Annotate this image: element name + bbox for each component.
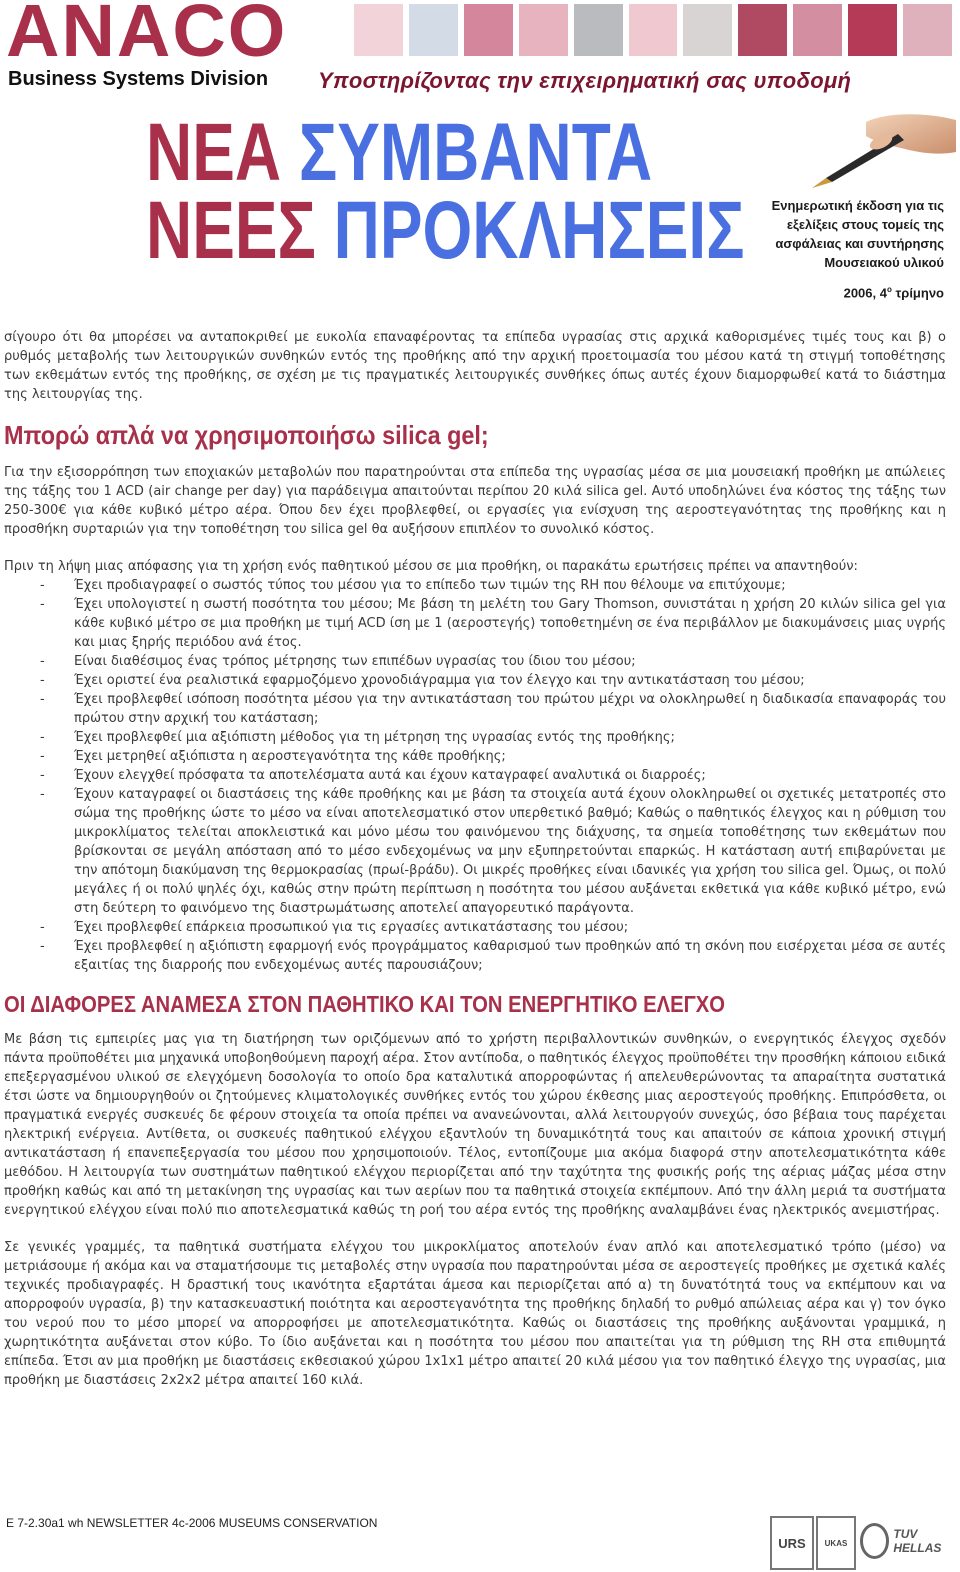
tagline: Υποστηρίζοντας την επιχειρηματική σας υποδομή	[318, 68, 852, 93]
tuv-label: TUV HELLAS	[893, 1527, 942, 1555]
division-name: Business Systems Division	[8, 68, 269, 90]
silica-paragraph: Για την εξισορρόπηση των εποχιακών μεταβολών που παρατηρούνται στα επίπεδα της υγρασίας μέσα σε μια μουσειακή προθήκη με απώλειες της τάξης του 1 ACD (air change per day) για παράδειγμα απαιτούνται περίπου 20 κιλά silica gel. Αυτό υποδηλώνει ένα κόστος της τάξης των 250-300€ για κάθε κυβικό μέτρο αέρα. Όπου δεν έχει προβλεφθεί, οι εργασίες για ενίσχυση της αεροστεγανότητας της προθήκης και η προσθήκη συρταριών για την τοποθέτηση του silica gel θα αυξήσουν επιπλέον το συνολικό κόστος.	[4, 465, 946, 537]
color-strip	[354, 4, 952, 56]
color-tile	[793, 4, 842, 56]
issue-year: 2006, 4	[843, 285, 887, 301]
hero-word-nees: ΝΕΕΣ	[146, 185, 316, 276]
list-item: - Είναι διαθέσιμος ένας τρόπος μέτρησης των επιπέδων υγρασίας του ίδιου του μέσου;	[4, 652, 946, 671]
color-tile	[848, 4, 897, 56]
newsletter-blurb: Ενημερωτική έκδοση για τις εξελίξεις στους τομείς της ασφάλειας και συντήρησης Μουσειακού υλικού	[771, 198, 944, 270]
footer-reference: E 7-2.30a1 wh NEWSLETTER 4c-2006 MUSEUMS CONSERVATION	[6, 1516, 378, 1530]
issue-sup: ο	[886, 285, 892, 294]
color-tile	[738, 4, 787, 56]
hero-title-line2	[146, 185, 745, 276]
list-item: - Έχει προδιαγραφεί ο σωστός τύπος του μέσου για το επίπεδο των τιμών της RH που θέλουμε να επιτύχουμε;	[4, 576, 946, 595]
summary-paragraph: Σε γενικές γραμμές, τα παθητικά συστήματα ελέγχου του μικροκλίματος αποτελούν έναν απλό και αποτελεσματικό τρόπο (μέσο) να μετριάσουμε ή ακόμα και να σταματήσουμε τις μεταβολές στην υγρασία που παρατηρούνται μέσα σε αεροστεγείς προθήκες με σχετικά καλές τεχνικές προδιαγραφές. Η δραστική τους ικανότητα εξαρτάται άμεσα και περιορίζεται από α) τη δυνατότητά τους να εκπέμπουν και να απορροφούν υγρασία, β) την κατασκευαστική ποιότητα και αεροστεγανότητα της προθήκης δηλαδή το ρυθμό απώλειας αέρα και γ) τον όγκο του νερού που το μέσο μπορεί να απορροφήσει με αποτελεσματικότητα. Καθώς οι διαστάσεις της προθήκης αυξάνονται γραμμικά, η χωρητικότητα αυξάνεται στον κύβο. Το ίδιο αυξάνεται και η ποσότητα του μέσου που απαιτείται για τη ρύθμιση της RH στα επιθυμητά επίπεδα. Έτσι αν μια προθήκη με διαστάσεις εκθεσιακού χώρου 1x1x1 μέτρο απαιτεί 20 κιλά μέσου για τον παθητικό έλεγχο της υγρασίας, μια προθήκη με διαστάσεις 2x2x2 μέτρα απαιτεί 160 κιλά.	[4, 1240, 946, 1388]
differences-paragraph: Με βάση τις εμπειρίες μας για τη διατήρηση των οριζόμενων από το χρήστη περιβαλλοντικών συνθηκών, ο ενεργητικός έλεγχος σχεδόν πάντα προϋποθέτει μια μηχανικά υποβοηθούμενη παροχή αέρα. Στον αντίποδα, ο παθητικός έλεγχος προϋποθέτει την προσθήκη κάποιου ειδικά επεξεργασμένου υλικού σε ελεγχόμενη δοσολογία το οποίο δρα καταλυτικά απορροφώντας ή απελευθερώνοντας τα απαραίτητα συστατικά έτσι ώστε να δημιουργηθούν οι ζητούμενες κλιματολογικές συνθήκες εντός του χώρου έκθεσης μιας αεροστεγούς προθήκης. Επιπρόσθετα, οι πραγματικά ενεργές συσκευές δε φέρουν στοιχεία τα οποία πρέπει να ανανεώνονται, αλλά λειτουργούν συνεχώς, όσο βέβαια τους παρέχεται ηλεκτρική ενέργεια. Αντίθετα, οι συσκευές παθητικού ελέγχου εξαντλούν τη δυναμικότητά τους και απαιτούν σε κάποια χρονική στιγμή αντικατάσταση ή επανεπεξεργασία του μέσου που χρησιμοποιούν. Τέλος, εντοπίζουμε μια ακόμα διαφορά στην αποτελεσματικότητα κάθε μεθόδου. Η λειτουργία των συστημάτων παθητικού ελέγχου περιορίζεται από την ταχύτητα της φυσικής ροής της αέριας μάζας μέσα στην προθήκη καθώς και από τη μετακίνηση της υγρασίας και των αερίων που τα παθητικά στοιχεία εκπέμπουν. Από την άλλη μεριά τα συστήματα ενεργητικού ελέγχου είναι πολύ πιο αποτελεσματικά καθώς τη ροή του αέρα εντός της προθήκης αναλαμβάνει ένας ηλεκτρικός ανεμιστήρας.	[4, 1032, 946, 1218]
color-tile	[519, 4, 568, 56]
intro-paragraph: σίγουρο ότι θα μπορέσει να ανταποκριθεί με ευκολία επαναφέροντας τα επίπεδα υγρασίας στις αρχικά καθορισμένες τιμές τους και β) ο ρυθμός μεταβολής των λειτουργικών συνθηκών εντός της προθήκης από την αρχική προετοιμασία του μέσου κατά τη στιγμή τοποθέτησης των εκθεμάτων εντός της προθήκης, σε σχέση με τις πραγματικές λειτουργικές συνθήκες όπως αυτές έχουν διαμορφωθεί κατά το διάστημα της λειτουργίας της.	[4, 330, 946, 402]
list-item: - Έχει προβλεφθεί μια αξιόπιστη μέθοδος για τη μέτρηση της υγρασίας εντός της προθήκης;	[4, 728, 946, 747]
list-item: - Έχει προβλεφθεί επάρκεια προσωπικού για τις εργασίες αντικατάστασης του μέσου;	[4, 918, 946, 937]
list-item: - Έχει μετρηθεί αξιόπιστα η αεροστεγανότητα της κάθε προθήκης;	[4, 747, 946, 766]
fountain-pen-icon	[806, 112, 956, 192]
list-item: - Έχει προβλεφθεί η αξιόπιστη εφαρμογή ενός προγράμματος καθαρισμού των προθηκών από τη σκόνη που εισέρχεται μέσα σε αυτές εξαιτίας της διαρροής που ενδεχομένως αυτές παρουσιάζουν;	[4, 937, 946, 975]
color-tile	[354, 4, 403, 56]
hero-word-nea: ΝΕΑ	[146, 107, 282, 198]
issue-rest: τρίμηνο	[891, 285, 944, 301]
color-tile	[574, 4, 623, 56]
list-item: - Έχει οριστεί ένα ρεαλιστικά εφαρμοζόμενο χρονοδιάγραμμα για τον έλεγχο και την αντικατάσταση του μέσου;	[4, 671, 946, 690]
tuv-hellas-logo	[860, 1516, 952, 1566]
hero-title-line1	[146, 107, 653, 198]
hero-word-symvanta: ΣΥΜΒΑΝΤΑ	[298, 107, 653, 198]
list-item: - Έχουν ελεγχθεί πρόσφατα τα αποτελέσματα αυτά και έχουν καταγραφεί αναλυτικά οι διαρροές;	[4, 766, 946, 785]
color-tile	[903, 4, 952, 56]
color-tile	[464, 4, 513, 56]
section-heading-differences: ΟΙ ΔΙΑΦΟΡΕΣ ΑΝΑΜΕΣΑ ΣΤΟΝ ΠΑΘΗΤΙΚΟ ΚΑΙ ΤΟΝ ΕΝΕΡΓΗΤΙΚΟ ΕΛΕΓΧΟ	[4, 991, 725, 1017]
tuv-mark-icon	[860, 1523, 889, 1559]
issue-label	[844, 285, 944, 300]
article-body	[4, 328, 946, 1390]
questions-intro: Πριν τη λήψη μιας απόφασης για τη χρήση ενός παθητικού μέσου σε μια προθήκη, οι παρακάτω ερωτήσεις πρέπει να απαντηθούν:	[4, 559, 858, 574]
questions-list	[4, 576, 946, 975]
list-item: - Έχει προβλεφθεί ισόποση ποσότητα μέσου για την αντικατάσταση του πρώτου μέχρι να ολοκληρωθεί η διαδικασία επαναφοράς του πρώτου στην αρχική του κατάσταση;	[4, 690, 946, 728]
section-heading-silica: Μπορώ απλά να χρησιμοποιήσω silica gel;	[4, 420, 489, 450]
logo-anaco: ANACO	[6, 0, 288, 72]
color-tile	[409, 4, 458, 56]
list-item: - Έχουν καταγραφεί οι διαστάσεις της κάθε προθήκης και με βάση τα στοιχεία αυτά έχουν ολοκληρωθεί οι σχετικές μετατροπές στο σώμα της προθήκης ώστε το μέσο να είναι αποτελεσματικό στον υπερθετικό βαθμό; Καθώς ο παθητικός έλεγχος και η ρύθμιση του μικροκλίματος τελείται αποκλειστικά και μόνο μέσω του φαινόμενου της διάχυσης, τα σημεία τοποθέτησης των εκθεμάτων που βρίσκονται σε μεγάλη απόσταση από το μέσο ενδεχομένως να μην εξυπηρετούνται επαρκώς. Η κατάσταση αυτή επιβαρύνεται με την απότομη διακύμανση της θερμοκρασίας (πρωί-βράδυ). Οι μικρές προθήκες είναι ιδανικές για χρήση του silica gel. Όμως, οι πολύ μεγάλες ή οι πολύ ψηλές όχι, καθώς στην πρώτη περίπτωση η ποσότητα του μέσου αυξάνεται εκθετικά για κάθε κυβικό μέτρο, ενώ στη δεύτερη το φαινόμενο της διαστρωμάτωσης αποτελεί απαγορευτικό παράγοντα.	[4, 785, 946, 918]
list-item: - Έχει υπολογιστεί η σωστή ποσότητα του μέσου; Με βάση τη μελέτη του Gary Thomson, συνιστάται η χρήση 20 κιλών silica gel για κάθε κυβικό μέτρο σε μια προθήκη με τιμή ACD ίση με 1 (αεροστεγής) τοποθετημένη σε ένα περιβάλλον με διακυμάνσεις μιας υγρής και μιας ξηρής περιόδου ανά έτος.	[4, 595, 946, 652]
color-tile	[683, 4, 732, 56]
ukas-certification-logo: UKAS	[816, 1516, 856, 1570]
urs-certification-logo: URS	[770, 1516, 814, 1570]
hero-word-prokliseis: ΠΡΟΚΛΗΣΕΙΣ	[333, 185, 745, 276]
color-tile	[629, 4, 678, 56]
